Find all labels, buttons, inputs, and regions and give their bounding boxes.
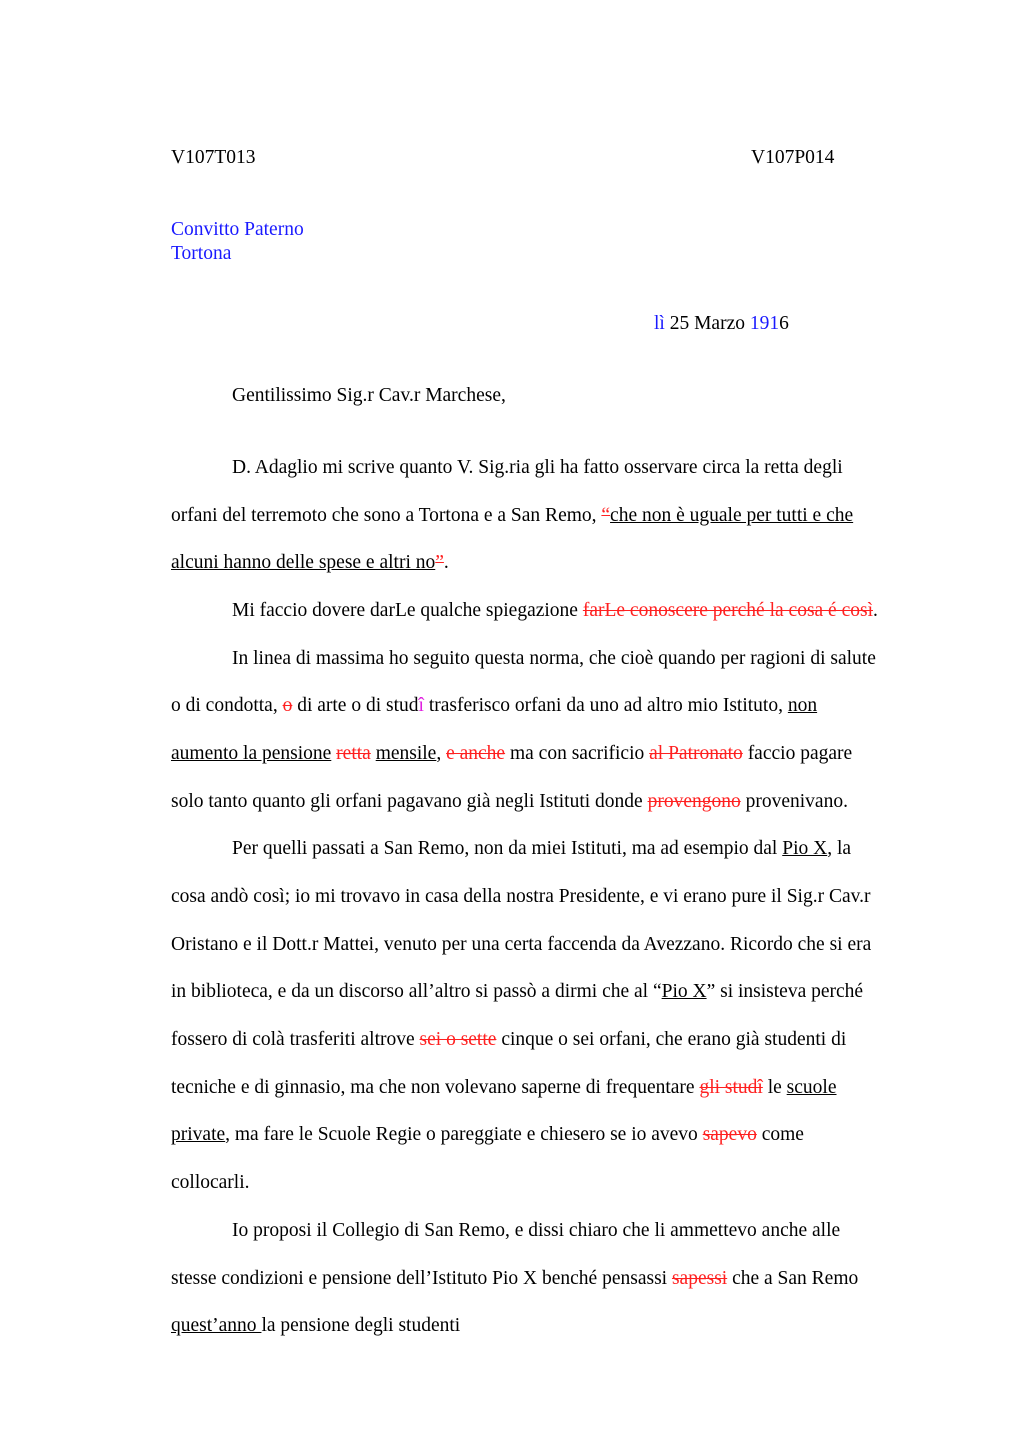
paragraph-5-line-2 — [171, 1267, 931, 1291]
deleted-text: sapessi — [671, 1267, 728, 1289]
paragraph-4-line-1 — [171, 837, 931, 861]
text-run: , la — [827, 838, 852, 860]
paragraph-4-line-4 — [171, 980, 931, 1004]
text-run: faccio pagare — [742, 742, 853, 764]
underlined-text: alcuni hanno delle spese e altri no — [171, 552, 436, 574]
text-run: , ma fare le Scuole Regie o pareggiate e chiesero se io avevo — [225, 1124, 703, 1146]
deleted-text: ” — [435, 552, 444, 574]
deleted-text: e anche — [446, 742, 506, 764]
text-run: di arte o di stud — [292, 695, 419, 717]
text-run: trasferisco orfani da uno ad altro mio Istituto, — [423, 695, 788, 717]
paragraph-3-line-3 — [171, 742, 931, 766]
text-run: ma con sacrificio — [505, 742, 650, 764]
date-line — [654, 313, 789, 335]
text-run: cinque o sei orfani, che erano già studenti di — [496, 1029, 847, 1051]
text-run: orfani del terremoto che sono a Tortona e a San Remo, — [171, 504, 602, 526]
text-run: , — [436, 742, 447, 764]
text-run: Per quelli passati a San Remo, non da miei Istituti, ma ad esempio dal — [232, 838, 783, 860]
text-run: stesse condizioni e pensione dell’Istituto Pio X benché pensassi — [171, 1267, 672, 1289]
deleted-text: “ — [601, 504, 611, 526]
text-run: . — [873, 599, 878, 621]
underlined-text: private — [171, 1124, 226, 1146]
underlined-text: Pio X — [782, 838, 828, 860]
deleted-text: farLe conoscere perché la cosa é così — [582, 599, 874, 621]
salutation: Gentilissimo Sig.r Cav.r Marchese, — [232, 385, 506, 406]
paragraph-3-line-1: In linea di massima ho seguito questa norma, che cioè quando per ragioni di salute — [232, 647, 876, 669]
deleted-text: o — [282, 695, 293, 717]
text-run: provenivano. — [740, 790, 848, 812]
date-day-month: 25 Marzo — [664, 313, 750, 334]
text-run: Mi faccio dovere darLe qualche spiegazione — [232, 599, 583, 621]
paragraph-1-line-3 — [171, 551, 931, 575]
text-run: . — [443, 552, 449, 574]
deleted-text: sei o sette — [419, 1029, 497, 1051]
deleted-text: al Patronato — [649, 742, 743, 764]
paragraph-1-line-1: D. Adaglio mi scrive quanto V. Sig.ria gli ha fatto osservare circa la retta degli — [232, 456, 843, 478]
paragraph-4-line-6 — [171, 1076, 931, 1100]
deleted-text: retta — [336, 742, 371, 764]
paragraph-4-line-8: collocarli. — [171, 1172, 250, 1194]
text-run: in biblioteca, e da un discorso all’altro si passò a dirmi che al “ — [171, 981, 662, 1003]
text-run: la pensione degli studenti — [261, 1315, 461, 1337]
text-run: tecniche e di ginnasio, ma che non volevano saperne di frequentare — [171, 1076, 700, 1098]
underlined-text: quest’anno — [171, 1315, 262, 1337]
paragraph-2-line-1 — [171, 599, 931, 623]
paragraph-1-line-2 — [171, 504, 931, 528]
letter-body — [171, 432, 931, 1362]
deleted-text: provengono — [647, 790, 741, 812]
paragraph-3-line-2 — [171, 694, 931, 718]
text-run: che a San Remo — [727, 1267, 859, 1289]
underlined-text: che non è uguale per tutti e che — [610, 504, 854, 526]
underlined-text: scuole — [786, 1076, 837, 1098]
underlined-text: aumento la pensione — [171, 742, 332, 764]
deleted-text: sapevo — [702, 1124, 757, 1146]
paragraph-4-line-2: cosa andò così; io mi trovavo in casa della nostra Presidente, e vi erano pure il Sig.r Cav.r — [171, 886, 871, 908]
paragraph-5-line-3 — [171, 1314, 931, 1338]
document-reference-left: V107T013 — [171, 147, 256, 168]
underlined-text: non — [787, 695, 818, 717]
document-reference-right: V107P014 — [751, 147, 835, 168]
text-run: o di condotta, — [171, 695, 283, 717]
text-run: le — [762, 1076, 787, 1098]
underlined-text: Pio X — [661, 981, 707, 1003]
date-year-printed: 191 — [749, 313, 780, 334]
text-run: ” si insisteva perché — [706, 981, 864, 1003]
date-year-handwritten: 6 — [779, 313, 789, 334]
text-run: fossero di colà trasferiti altrove — [171, 1029, 420, 1051]
paragraph-4-line-5 — [171, 1028, 931, 1052]
deleted-text: gli studî — [699, 1076, 763, 1098]
accent-mark: î — [418, 695, 424, 717]
letterhead-city: Tortona — [171, 243, 232, 264]
letterhead-institution: Convitto Paterno — [171, 219, 304, 240]
date-prefix: lì — [654, 313, 665, 334]
letterhead — [171, 218, 304, 266]
paragraph-4-line-7 — [171, 1123, 931, 1147]
paragraph-5-line-1: Io proposi il Collegio di San Remo, e dissi chiaro che li ammettevo anche alle — [232, 1219, 841, 1241]
paragraph-3-line-4 — [171, 790, 931, 814]
text-run: come — [756, 1124, 804, 1146]
paragraph-4-line-3: Oristano e il Dott.r Mattei, venuto per una certa faccenda da Avezzano. Ricordo che si era — [171, 933, 872, 955]
underlined-text: mensile — [375, 742, 437, 764]
text-run: solo tanto quanto gli orfani pagavano già negli Istituti donde — [171, 790, 648, 812]
